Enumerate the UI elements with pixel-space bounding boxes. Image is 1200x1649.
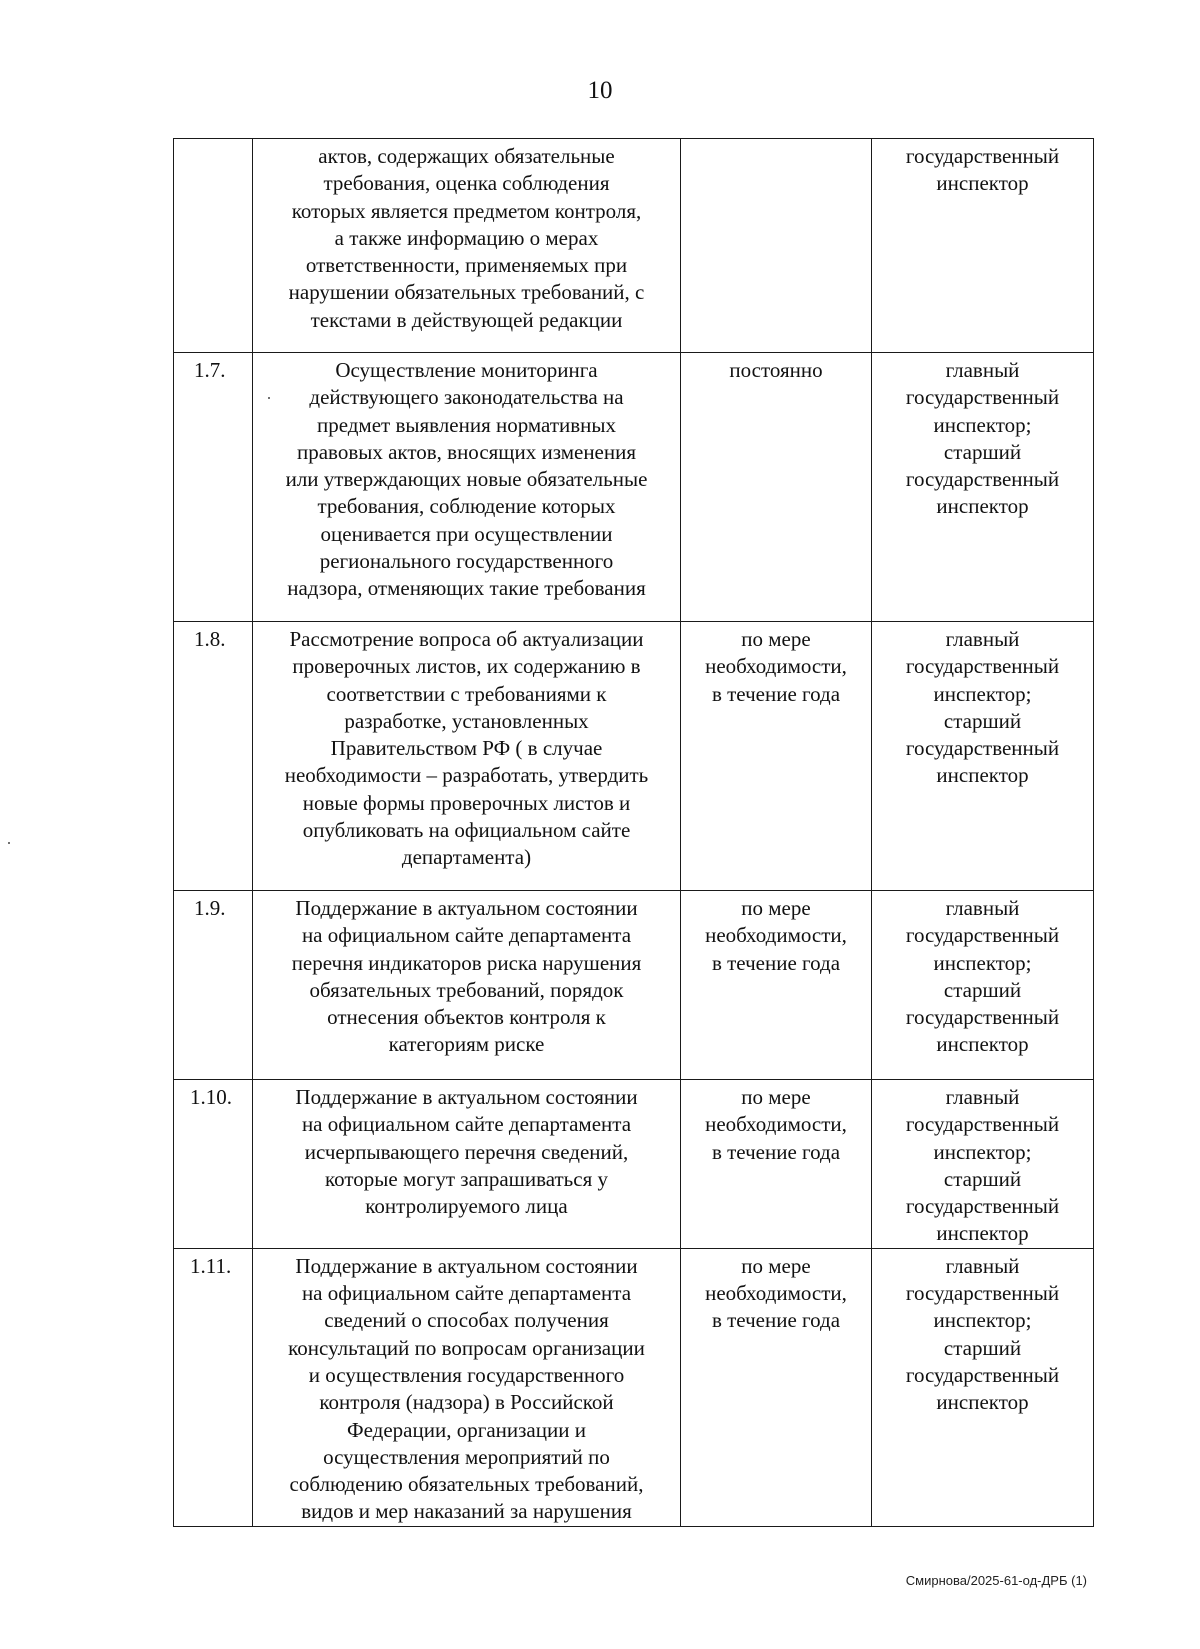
table-row [174,622,1094,891]
row-number: 1.8. [174,622,253,891]
row-number: 1.7. [174,353,253,622]
deadline-cell: по мере необходимости, в течение года [681,1080,872,1249]
document-code: Смирнова/2025-61-од-ДРБ (1) [905,1573,1087,1588]
deadline-cell: по мере необходимости, в течение года [681,622,872,891]
deadline-cell: постоянно [681,353,872,622]
page-number: 10 [587,77,613,104]
action-cell: Осуществление мониторинга действующего законодательства на предмет выявления нормативных правовых актов, вносящих изменения или утверждающих новые обязательные требования, соблюдение которых оценивается при осуществлении регионального государственного надзора, отменяющих такие требования [253,353,681,622]
row-number: 1.9. [174,891,253,1080]
row-number [174,139,253,353]
action-cell: Поддержание в актуальном состоянии на официальном сайте департамента перечня индикаторов риска нарушения обязательных требований, порядок отнесения объектов контроля к категориям риске [253,891,681,1080]
responsible-cell: главный государственный инспектор; старший государственный инспектор [872,1080,1094,1249]
table-row [174,891,1094,1080]
scan-speck [268,397,270,399]
responsible-cell: государственный инспектор [872,139,1094,353]
responsible-cell: главный государственный инспектор; старший государственный инспектор [872,353,1094,622]
responsible-cell: главный государственный инспектор; старший государственный инспектор [872,1248,1094,1526]
action-cell: актов, содержащих обязательные требования, оценка соблюдения которых является предметом контроля, а также информацию о мерах ответственности, применяемых при нарушении обязательных требований, с текстами в действующей редакции [253,139,681,353]
responsible-cell: главный государственный инспектор; старший государственный инспектор [872,622,1094,891]
deadline-cell: по мере необходимости, в течение года [681,891,872,1080]
table-row [174,1248,1094,1526]
table-row [174,353,1094,622]
table-row [174,139,1094,353]
table-row [174,1080,1094,1249]
row-number: 1.10. [174,1080,253,1249]
action-plan-table [173,138,1094,1527]
scan-speck [8,842,10,844]
action-cell: Поддержание в актуальном состоянии на официальном сайте департамента сведений о способах получения консультаций по вопросам организации и осуществления государственного контроля (надзора) в Российской Федерации, организации и осуществления мероприятий по соблюдению обязательных требований, видов и мер наказаний за нарушения [253,1248,681,1526]
deadline-cell [681,139,872,353]
action-cell: Поддержание в актуальном состоянии на официальном сайте департамента исчерпывающего перечня сведений, которые могут запрашиваться у контролируемого лица [253,1080,681,1249]
row-number: 1.11. [174,1248,253,1526]
deadline-cell: по мере необходимости, в течение года [681,1248,872,1526]
action-cell: Рассмотрение вопроса об актуализации проверочных листов, их содержанию в соответствии с требованиями к разработке, установленных Правительством РФ ( в случае необходимости – разработать, утвердить новые формы проверочных листов и опубликовать на официальном сайте департамента) [253,622,681,891]
responsible-cell: главный государственный инспектор; старший государственный инспектор [872,891,1094,1080]
